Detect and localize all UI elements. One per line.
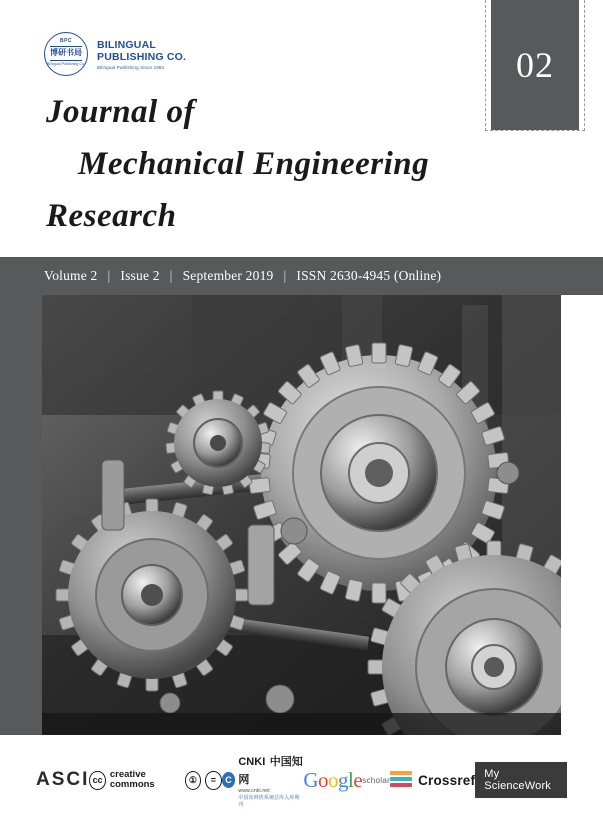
cc-by-icon: ① [185,771,201,790]
cnki-logo [222,752,304,808]
meta-issn: ISSN 2630-4945 (Online) [296,268,442,283]
publisher-logo [44,32,186,76]
my-science-work-label: My ScienceWork [484,768,552,792]
cc-nd-icon: = [205,771,221,790]
crossref-logo [390,771,475,789]
my-science-work-logo [475,762,567,798]
cc-label-line1: creative commons [109,769,155,790]
cnki-url: www.cnki.net [238,788,270,794]
creative-commons-label [110,770,181,790]
cover-header [0,0,603,257]
crossref-label: Crossref [418,772,476,788]
cover-image-band [0,295,603,735]
issue-meta-bar [0,257,603,295]
journal-title [46,86,429,242]
publisher-name-line2: PUBLISHING CO. [97,50,187,63]
publisher-emblem-icon [44,32,88,76]
left-grey-rail [0,295,42,735]
indexing-logos [0,737,603,823]
publisher-name-line1: BILINGUAL [97,38,156,51]
meta-date: September 2019 [182,268,274,283]
cnki-badge-icon: C [222,772,236,788]
cover-photo [42,295,561,735]
google-scholar-label: scholar [362,775,391,785]
meta-issue: Issue 2 [120,268,160,283]
creative-commons-logo [89,770,221,790]
issue-number-badge: 02 [491,0,579,130]
google-scholar-logo [303,767,391,792]
journal-title-line3: Research [46,198,177,234]
asci-label: ASCI [36,769,90,790]
cnki-subtitle: 中国知网机系统总库入库期刊 [238,795,300,808]
cnki-text [238,752,303,808]
meta-volume: Volume 2 [44,268,98,283]
meta-separator-2: | [169,268,173,283]
publisher-name [97,39,186,70]
google-wordmark: Google [303,767,363,792]
journal-title-line1: Journal of [46,94,195,130]
publisher-tagline: Bilingual Publishing Since 1984 [97,64,165,70]
meta-separator-3: | [283,268,287,283]
crossref-icon [390,771,412,789]
publisher-emblem-initials: BPC [59,38,73,44]
cnki-cn-label: 中国知网 [238,756,303,786]
meta-separator-1: | [107,268,111,283]
cc-icon: cc [89,771,105,790]
publisher-emblem-cn: 博研书局 [50,48,82,57]
cnki-label: CNKI [238,756,266,768]
journal-title-line2: Mechanical Engineering [78,146,430,182]
publisher-emblem-mini: Bilingual Publishing Co. [46,62,86,66]
asci-logo [36,769,89,791]
